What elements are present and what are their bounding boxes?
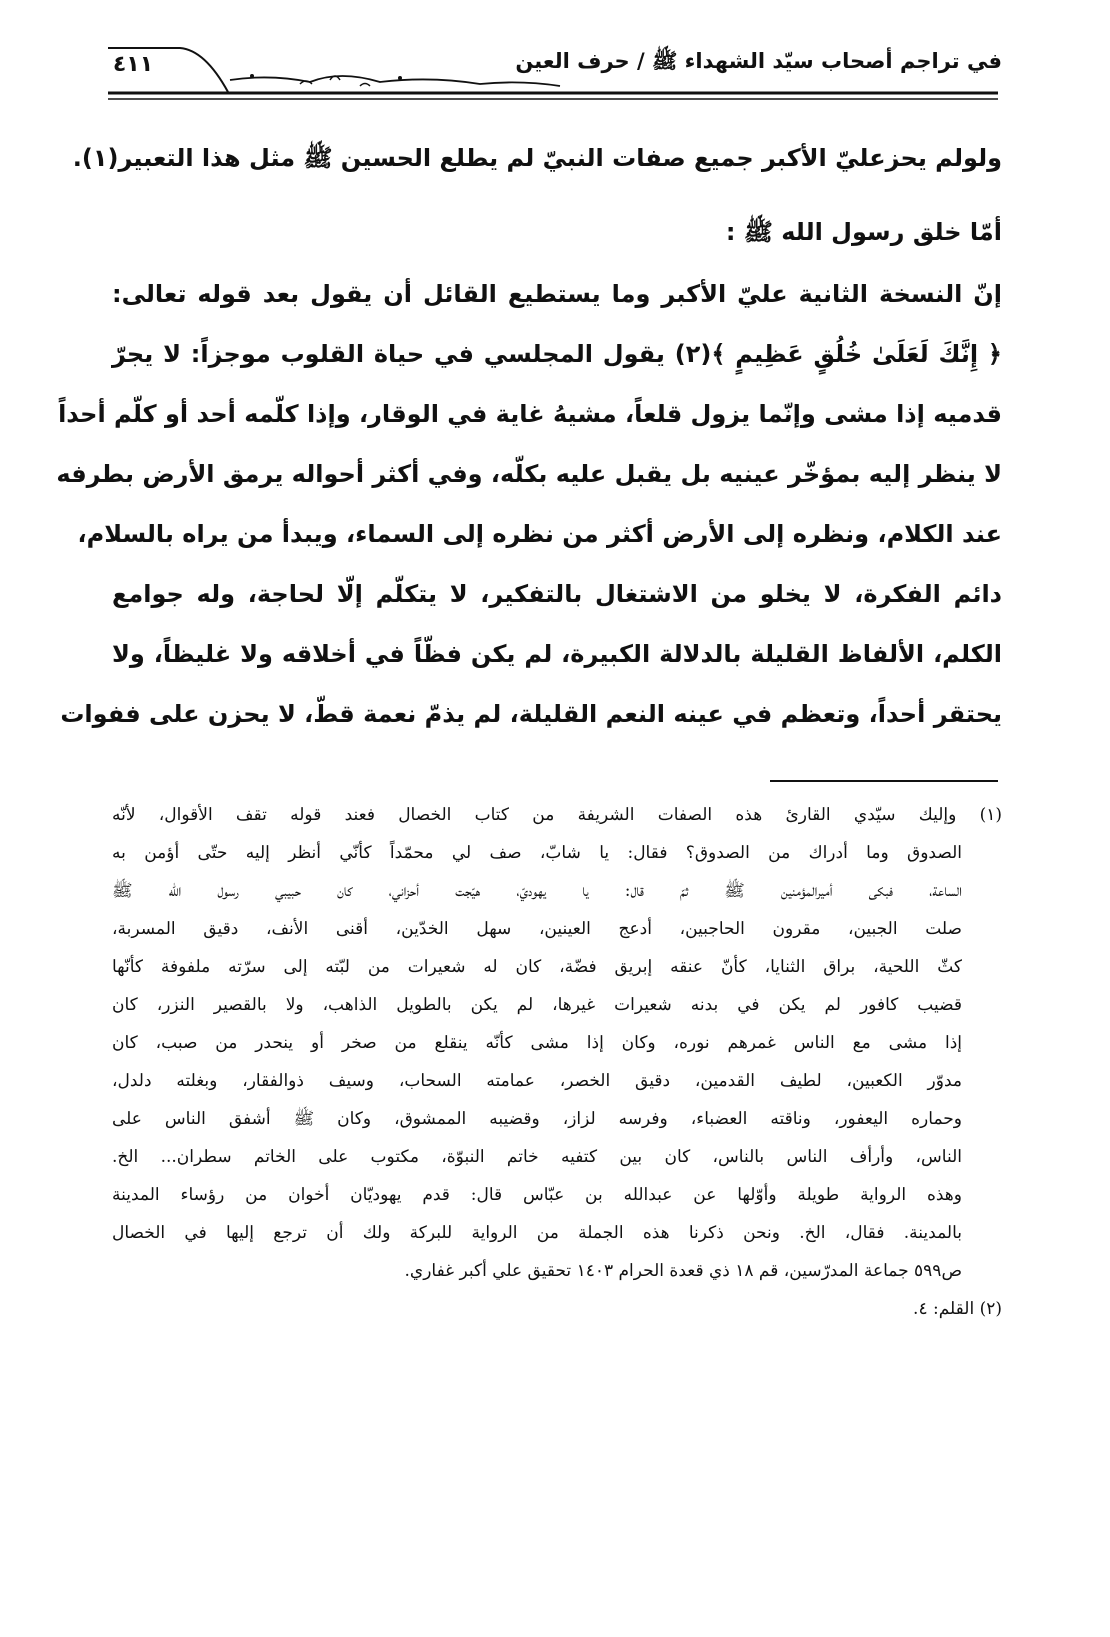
body-line: ﴿ إِنَّكَ لَعَلَىٰ خُلُقٍ عَظِيمٍ ﴾(٢) يقول المجلسي في حياة القلوب موجزاً: لا يجرّ <box>112 340 1002 368</box>
footnote-line: (١) وإليك سيّدي القارئ هذه الصفات الشريفة من كتاب الخصال فعند قوله تقف الأقوال، لأنّه <box>112 805 1002 825</box>
body-line: دائم الفكرة، لا يخلو من الاشتغال بالتفكير، لا يتكلّم إلّا لحاجة، وله جوامع <box>112 580 1002 608</box>
body-line: لا ينظر إليه بمؤخّر عينيه بل يقبل عليه بكلّه، وفي أكثر أحواله يرمق الأرض بطرفه <box>56 460 1002 488</box>
footnote-line: وهذه الرواية طويلة وأوّلها عن عبدالله بن عبّاس قال: قدم يهوديّان أخوان من رؤساء المدينة <box>112 1185 962 1205</box>
page-number: ٤١١ <box>112 52 154 77</box>
body-line: إنّ النسخة الثانية عليّ الأكبر وما يستطيع القائل أن يقول بعد قوله تعالى: <box>112 280 1002 308</box>
footnote-line: (٢) القلم: ٤. <box>913 1299 1002 1319</box>
footnote-line: الصدوق وما أدراك من الصدوق؟ فقال: يا شابّ، صف لي محمّداً كأنّي أنظر إليه حتّى أؤمن به <box>112 843 962 863</box>
footnote-line: إذا مشى مع الناس غمرهم نوره، وكان إذا مشى كأنّه ينقلع من صخر أو ينحدر من صبب، كان <box>112 1033 962 1053</box>
footnote-line: قضيب كافور لم يكن في بدنه شعيرات غيرها، لم يكن بالطويل الذاهب، ولا بالقصير النزر، كان <box>112 995 962 1015</box>
footnote-line: الناس، وأرأف الناس بالناس، كان بين كتفيه خاتم النبوّة، مكتوب على الخاتم سطران... الخ. <box>112 1147 962 1167</box>
body-line: يحتقر أحداً، وتعظم في عينه النعم القليلة، لم يذمّ نعمة قطّ، لا يحزن على ففوات <box>60 700 1002 728</box>
footnote-line: صلت الجبين، مقرون الحاجبين، أدعج العينين، سهل الخدّين، أقنى الأنف، دقيق المسربة، <box>112 919 962 939</box>
footnote-line: مدوّر الكعبين، لطيف القدمين، دقيق الخصر، عمامته السحاب، وسيف ذوالفقار، وبغلته دلدل، <box>112 1071 962 1091</box>
footnote-line: ص٥٩٩ جماعة المدرّسين، قم ١٨ ذي قعدة الحرام ١٤٠٣ تحقيق علي أكبر غفاري. <box>404 1261 962 1281</box>
running-header-title: في تراجم أصحاب سيّد الشهداء ﷺ / حرف العين <box>515 49 1002 73</box>
section-heading: أمّا خلق رسول الله ﷺ : <box>725 218 1002 246</box>
footnote-line: بالمدينة. فقال، الخ. ونحن ذكرنا هذه الجملة من الرواية للبركة ولك أن ترجع إليها في الخصال <box>112 1223 962 1243</box>
footnote-line: الساعة، فبكى أميرالمؤمنين ﷺ ثمّ قال: يا يهوديّ، هيّجت أحزاني، كان حبيبي رسول الله ﷺ <box>112 881 962 901</box>
body-line: عند الكلام، ونظره إلى الأرض أكثر من نظره إلى السماء، ويبدأ من يراه بالسلام، <box>77 520 1002 548</box>
footnote-separator <box>770 780 998 782</box>
body-line: قدميه إذا مشى وإنّما يزول قلعاً، مشيهُ غاية في الوقار، وإذا كلّمه أحد أو كلّم أحداً <box>58 400 1002 428</box>
body-line: ولولم يحزعليّ الأكبر جميع صفات النبيّ لم يطلع الحسين ﷺ مثل هذا التعبير(١). <box>72 144 1002 172</box>
body-line: الكلم، الألفاظ القليلة بالدلالة الكبيرة، لم يكن فظّاً في أخلاقه ولا غليظاً، ولا <box>112 640 1002 668</box>
footnote-line: كثّ اللحية، براق الثنايا، كأنّ عنقه إبريق فضّة، كان له شعيرات من لبّته إلى سرّته ملفوفة كأنّها <box>112 957 962 977</box>
footnote-line: وحماره اليعفور، وناقته العضباء، وفرسه لزاز، وقضيبه الممشوق، وكان ﷺ أشفق الناس على <box>112 1109 962 1129</box>
